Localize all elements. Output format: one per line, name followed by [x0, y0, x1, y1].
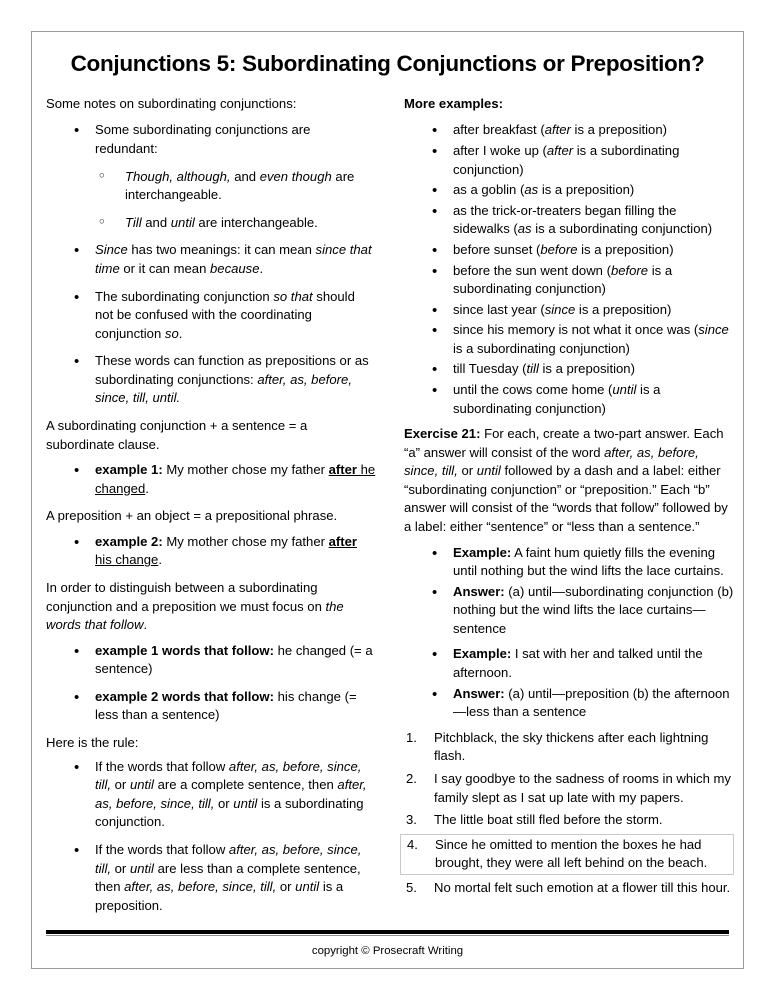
rules-list	[46, 758, 376, 916]
question-item-5	[404, 879, 734, 898]
ex4-t2: is a preposition)	[577, 241, 674, 257]
ex6-i1: since	[544, 301, 576, 317]
sub-italic-4: until	[170, 214, 195, 230]
exercise-t1: For each, create a two-part answer. Each “a” answer will consist of the word	[404, 426, 724, 460]
question-number-5: 5.	[406, 879, 417, 895]
worked-text-1: (a) until—subordinating conjunction (b) nothing but the wind lifts the lace curtains—sentence	[453, 583, 734, 636]
sothat-text-2: should not be confused with the coordinating conjunction	[95, 288, 355, 341]
worked-examples-group-2	[404, 645, 734, 721]
example-list-item	[404, 262, 734, 299]
ex9-t2: is a subordinating conjunction)	[453, 381, 661, 416]
worked-answer-item	[404, 685, 734, 722]
follow-label-2: example 2 words that follow:	[95, 688, 274, 704]
example-list-item	[404, 381, 734, 418]
rule1-t5: is a subordinating conjunction.	[95, 795, 364, 830]
follow-item-2	[46, 688, 376, 725]
example-2-text: My mother chose my father	[162, 533, 329, 549]
rule2-t3: are less than a complete sentence, then	[95, 860, 361, 895]
redundant-sub-list	[95, 168, 376, 233]
rule2-i3: after, as, before, since, till,	[124, 879, 277, 895]
example-list-item	[404, 321, 734, 358]
ex8-t2: is a preposition)	[538, 361, 635, 377]
example-list-item	[404, 181, 734, 200]
ex6-t2: is a preposition)	[575, 301, 672, 317]
worked-label-0: Example:	[453, 544, 512, 560]
question-item-4[interactable]	[400, 834, 734, 875]
sub-italic-3: Till	[125, 214, 142, 230]
question-number-4: 4.	[407, 836, 418, 852]
note-item-since	[46, 241, 376, 278]
ex3-t1: as the trick-or-treaters began filling the sidewalks (	[453, 202, 677, 237]
question-item-3	[404, 811, 734, 830]
rule-heading: Here is the rule:	[46, 735, 139, 751]
rule1-i3: after, as, before, since, till,	[95, 777, 367, 811]
ex8-i1: till	[526, 361, 539, 377]
page-title: Conjunctions 5: Subordinating Conjunctions or Preposition?	[70, 51, 705, 76]
exercise-i1: after, as, before, since, till,	[404, 444, 699, 479]
because-word: because	[210, 260, 260, 276]
question-item-1	[404, 729, 734, 766]
distinguish-text-1: In order to distinguish between a subordinating conjunction and a preposition we must focus on	[46, 580, 326, 614]
rule2-t2: or	[111, 860, 130, 876]
example-1-clause: he changed	[95, 462, 376, 496]
note-item-so-that	[46, 288, 376, 344]
rule-item-1	[46, 758, 376, 832]
follow-label-1: example 1 words that follow:	[95, 642, 274, 658]
worked-example-item	[404, 645, 734, 682]
exercise-t3: followed by a dash and a label: either “subordinating conjunction” or “preposition.” Each “b” answer will consist of the “words that follow” followed by a label: either “sentence” or “less than a sentence.”	[404, 463, 728, 535]
rule1-i1: after, as, before, since, till,	[95, 758, 362, 793]
follow-item-1	[46, 642, 376, 679]
rule1-i2: until	[129, 777, 154, 793]
rule1-t4: or	[214, 795, 234, 811]
example-2-item	[46, 533, 376, 570]
rule-subordinate-clause: A subordinating conjunction + a sentence = a subordinate clause.	[46, 417, 308, 452]
notes-bullet-list	[46, 121, 376, 408]
sub-item-till	[95, 214, 376, 233]
ex1-i1: after	[546, 143, 574, 159]
ex2-i1: as	[524, 182, 539, 198]
exercise-i2: until	[476, 463, 501, 479]
distinguish-paragraph	[46, 579, 376, 635]
ex5-i1: before	[610, 262, 649, 278]
rule2-i1: after, as, before, since, till,	[95, 841, 362, 876]
sub-mid-1: and	[230, 168, 260, 184]
distinguish-italic: the words that follow	[46, 598, 344, 633]
words-that-follow-list	[46, 642, 376, 725]
question-text-1: Pitchblack, the sky thickens after each lightning flash.	[434, 729, 709, 764]
example-list-item	[404, 301, 734, 320]
ex9-i1: until	[612, 381, 637, 397]
rule1-i4: until	[233, 795, 258, 811]
rule2-t1: If the words that follow	[95, 841, 229, 857]
two-column-layout	[46, 95, 734, 924]
question-number-2: 2.	[406, 770, 417, 786]
sothat-text-3: .	[178, 325, 183, 341]
rule2-t5: is a preposition.	[95, 879, 344, 913]
example-1-text: My mother chose my father	[162, 462, 329, 478]
ex0-i1: after	[544, 122, 571, 138]
follow-text-2: his change (= less than a sentence)	[95, 688, 357, 723]
example-2-list	[46, 533, 376, 570]
example-1-item	[46, 461, 376, 498]
rule2-i2: until	[129, 860, 154, 876]
example-2-label: example 2:	[95, 533, 163, 549]
rule-item-2	[46, 841, 376, 915]
example-list-item	[404, 142, 734, 179]
exercise-label: Exercise 21:	[404, 426, 481, 442]
example-2-period: .	[158, 552, 162, 568]
question-number-3: 3.	[406, 812, 417, 828]
ex3-t2: is a subordinating conjunction)	[531, 221, 713, 237]
since-text-1: has two meanings: it can mean	[127, 242, 316, 258]
rule2-t4: or	[276, 879, 296, 895]
more-examples-list	[404, 121, 734, 418]
since-that-time: since that time	[95, 242, 372, 276]
rule2-i4: until	[295, 879, 320, 895]
example-list-item	[404, 360, 734, 379]
distinguish-text-2: .	[143, 617, 148, 633]
prep-word-list: after, as, before, since, till, until.	[95, 371, 352, 406]
ex2-t1: as a goblin (	[453, 182, 525, 198]
ex6-t1: since last year (	[453, 301, 545, 317]
example-1-period: .	[145, 480, 149, 496]
exercise-questions-list	[404, 729, 734, 898]
example-list-item	[404, 241, 734, 260]
ex1-t1: after I woke up (	[453, 143, 547, 159]
ex8-t1: till Tuesday (	[453, 361, 527, 377]
exercise-t2: or	[457, 463, 477, 479]
worked-examples-group-1	[404, 544, 734, 639]
example-2-after: after	[328, 533, 357, 549]
worked-answer-item	[404, 583, 734, 639]
rule1-t2: or	[111, 777, 130, 793]
question-item-2	[404, 770, 734, 807]
ex0-t2: is a preposition)	[570, 122, 667, 138]
ex7-t1: since his memory is not what it once was (	[453, 322, 699, 338]
question-text-3: The little boat still fled before the storm.	[434, 812, 663, 828]
worked-example-item	[404, 544, 734, 581]
since-text-2: or it can mean	[119, 260, 210, 276]
ex4-t1: before sunset (	[453, 241, 541, 257]
rule-prepositional-phrase: A preposition + an object = a prepositional phrase.	[46, 508, 338, 524]
worked-text-2: I sat with her and talked until the afternoon.	[453, 646, 703, 681]
worked-label-2: Example:	[453, 646, 512, 662]
right-column	[404, 95, 734, 905]
ex2-t2: is a preposition)	[538, 182, 635, 198]
ex7-t2: is a subordinating conjunction)	[453, 340, 630, 356]
rule1-t1: If the words that follow	[95, 758, 229, 774]
exercise-instructions	[404, 425, 734, 536]
note-item-redundant	[46, 121, 376, 232]
question-text-4: Since he omitted to mention the boxes he had brought, they were all left behind on the beach.	[435, 836, 708, 871]
since-word: Since	[95, 242, 128, 258]
left-intro-text: Some notes on subordinating conjunctions:	[46, 95, 297, 111]
sothat-word: so that	[273, 288, 313, 304]
sub-mid-2: and	[141, 214, 171, 230]
left-column	[46, 95, 376, 924]
sub-item-though	[95, 168, 376, 205]
worked-label-1: Answer:	[453, 583, 505, 599]
example-1-list	[46, 461, 376, 498]
follow-text-1: he changed (= a sentence)	[95, 642, 373, 677]
sub-tail-1: are interchangeable.	[125, 168, 355, 203]
note-item-prepositions	[46, 352, 376, 408]
example-list-item	[404, 121, 734, 140]
ex3-i1: as	[517, 221, 532, 237]
worked-text-0: A faint hum quietly fills the evening until nothing but the wind lifts the lace curtains.	[453, 544, 724, 579]
footer-divider	[46, 930, 729, 936]
worked-text-3: (a) until—preposition (b) the afternoon—less than a sentence	[453, 685, 730, 720]
copyright-footer: copyright © Prosecraft Writing	[311, 945, 464, 958]
example-2-object: his change	[95, 552, 159, 568]
question-text-5: No mortal felt such emotion at a flower till this hour.	[434, 879, 731, 895]
redundant-lead-text: Some subordinating conjunctions are redundant:	[95, 122, 311, 157]
worked-label-3: Answer:	[453, 685, 505, 701]
rule1-t3: are a complete sentence, then	[153, 777, 338, 793]
sothat-text-1: The subordinating conjunction	[95, 288, 274, 304]
worksheet-page	[31, 31, 744, 969]
example-list-item	[404, 202, 734, 239]
question-text-2: I say goodbye to the sadness of rooms in which my family slept as I sat up late with my papers.	[434, 770, 731, 805]
since-text-3: .	[259, 260, 264, 276]
more-examples-heading: More examples:	[404, 95, 503, 111]
ex9-t1: until the cows come home (	[453, 381, 613, 397]
page-content	[32, 32, 743, 924]
sub-tail-2: are interchangeable.	[194, 214, 318, 230]
ex4-i1: before	[540, 241, 578, 257]
ex1-t2: is a subordinating conjunction)	[453, 143, 680, 177]
prep-text-1: These words can function as prepositions or as subordinating conjunctions:	[95, 353, 369, 387]
sub-italic-2: even though	[259, 168, 332, 184]
sub-italic-1: Though, although,	[125, 168, 231, 184]
ex5-t2: is a subordinating conjunction)	[453, 262, 673, 297]
ex0-t1: after breakfast (	[453, 122, 545, 138]
example-1-after: after	[328, 462, 357, 478]
ex7-i1: since	[698, 322, 729, 338]
ex5-t1: before the sun went down (	[453, 262, 611, 278]
question-number-1: 1.	[406, 729, 417, 745]
so-word: so	[164, 325, 179, 341]
example-1-label: example 1:	[95, 462, 163, 478]
